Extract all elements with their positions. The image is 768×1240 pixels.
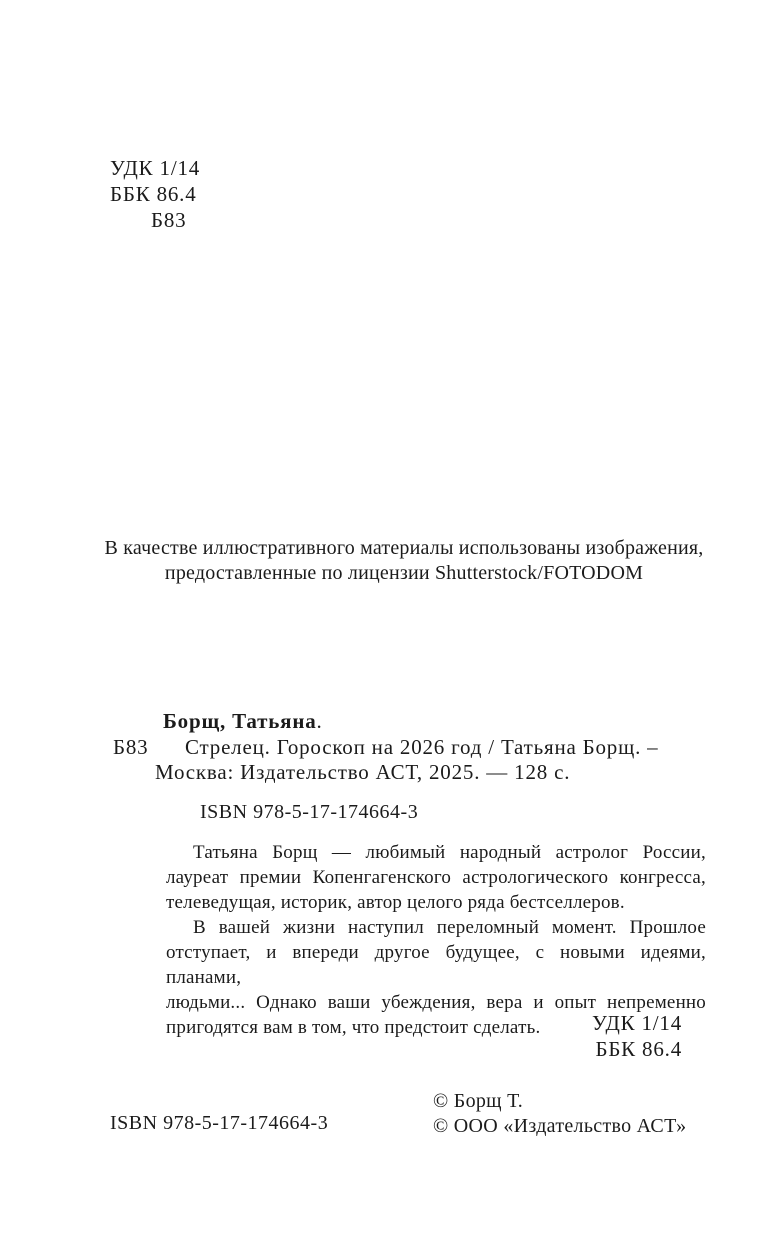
footer-isbn: ISBN 978-5-17-174664-3 — [110, 1112, 329, 1134]
author-name: Борщ, Татьяна — [163, 709, 317, 733]
annotation-line: людьми... Однако ваши убеждения, вера и опыт непременно — [166, 992, 706, 1013]
author-name-period: . — [316, 709, 323, 733]
udk-code: УДК 1/14 — [110, 156, 201, 180]
annotation-line: В вашей жизни наступил переломный момент. Прошлое — [193, 917, 706, 938]
annotation-line: лауреат премии Копенгагенского астрологического конгресса, — [166, 867, 706, 888]
copyright-block — [433, 1089, 686, 1139]
license-notice — [84, 536, 724, 586]
copyright-publisher: © ООО «Издательство АСТ» — [433, 1115, 687, 1137]
annotation-line: пригодятся вам в том, что предстоит сделать. — [166, 1017, 541, 1038]
biblio-author-sign: Б83 — [113, 735, 149, 759]
biblio-isbn: ISBN 978-5-17-174664-3 — [200, 801, 419, 823]
top-codes-block — [110, 155, 200, 233]
bbk-code: ББК 86.4 — [110, 182, 197, 206]
author-sign-code: Б83 — [151, 208, 187, 232]
license-notice-line1: В качестве иллюстративного материалы использованы изображения, — [104, 537, 704, 559]
annotation-line: Татьяна Борщ — любимый народный астролог России, — [193, 842, 706, 863]
copyright-author: © Борщ Т. — [433, 1090, 523, 1112]
annotation-line: отступает, и впереди другое будущее, с новыми идеями, планами, — [166, 942, 706, 988]
biblio-record-line2: Москва: Издательство АСТ, 2025. — 128 с. — [155, 760, 571, 784]
license-notice-line2: предоставленные по лицензии Shutterstock/FOTODOM — [164, 562, 644, 584]
biblio-record-line1: Стрелец. Гороскоп на 2026 год / Татьяна Борщ. – — [185, 735, 659, 759]
bottom-udk-code: УДК 1/14 — [591, 1011, 682, 1035]
bottom-bbk-code: ББК 86.4 — [595, 1037, 682, 1061]
annotation-line: телеведущая, историк, автор целого ряда бестселлеров. — [166, 892, 625, 913]
biblio-author-line — [163, 709, 323, 734]
bottom-codes-block — [592, 1010, 682, 1062]
